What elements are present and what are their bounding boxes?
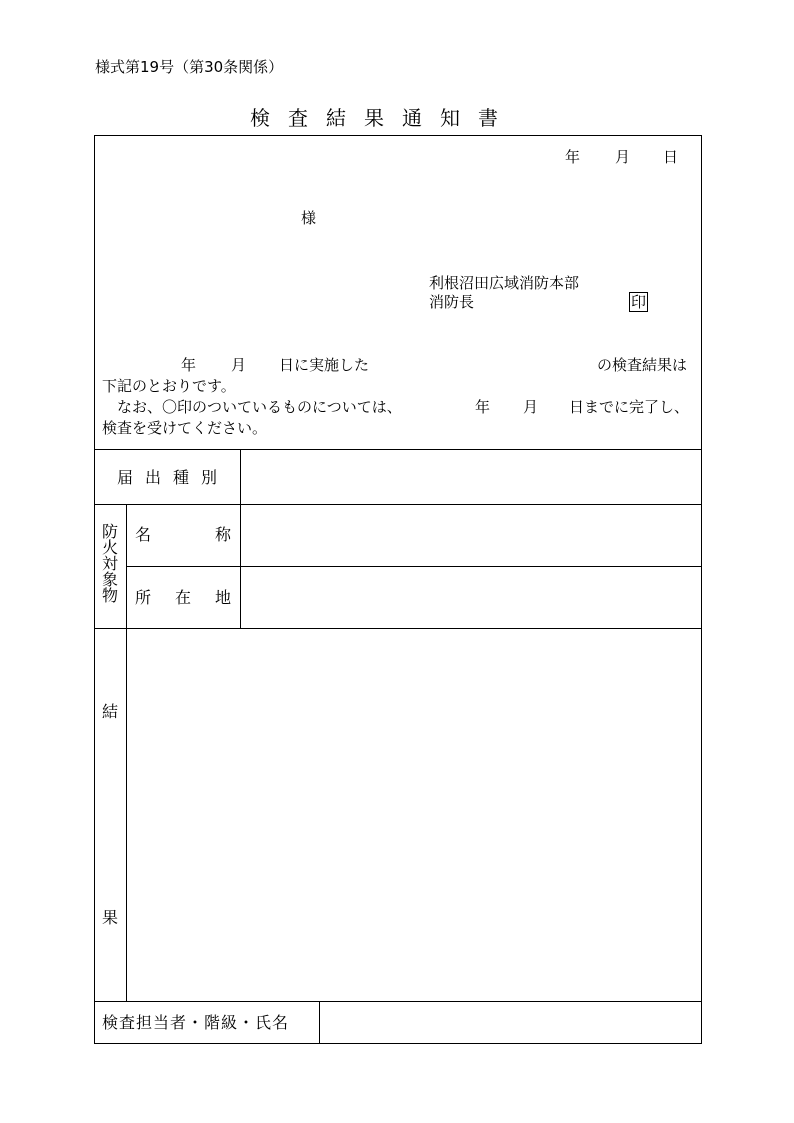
body-line3-year: 年 — [475, 398, 491, 416]
body-line3-prefix: なお、〇印のついているものについては、 — [117, 398, 402, 416]
name-value[interactable] — [245, 508, 695, 562]
body-line1-month: 月 — [231, 356, 247, 374]
date-day: 日 — [663, 148, 679, 166]
notification-type-label: 届 出 種 別 — [117, 468, 217, 487]
date-month: 月 — [615, 148, 631, 166]
body-line3-month: 月 — [523, 398, 539, 416]
target-label: 防火対象物 — [101, 522, 118, 605]
notification-type-value[interactable] — [245, 454, 695, 500]
body-line2: 下記のとおりです。 — [102, 377, 236, 395]
body-line1-year: 年 — [181, 356, 197, 374]
location-value[interactable] — [245, 570, 695, 624]
issuer-position: 消防長 — [429, 293, 475, 311]
notice-box — [94, 135, 702, 450]
result-value[interactable] — [131, 632, 696, 997]
body-line3-deadline: 日までに完了し、 — [569, 398, 690, 416]
issuer-organization: 利根沼田広域消防本部 — [429, 274, 580, 292]
inspection-table — [94, 449, 702, 1044]
name-label: 名 称 — [135, 525, 231, 544]
inspector-label: 検査担当者・階級・氏名 — [102, 1013, 290, 1032]
form-number: 様式第19号（第30条関係） — [95, 58, 284, 76]
inspector-value[interactable] — [325, 1005, 695, 1039]
date-year: 年 — [565, 148, 581, 166]
result-label-bottom: 果 — [102, 908, 119, 927]
body-line1-day: 日に実施した — [279, 356, 370, 374]
location-label: 所 在 地 — [135, 588, 231, 607]
seal-mark: 印 — [631, 293, 647, 311]
addressee-suffix: 様 — [301, 209, 317, 227]
body-line4: 検査を受けてください。 — [102, 419, 268, 437]
page-title: 検査結果通知書 — [250, 106, 516, 130]
result-label-top: 結 — [102, 702, 119, 721]
body-line1-result: の検査結果は — [597, 356, 688, 374]
